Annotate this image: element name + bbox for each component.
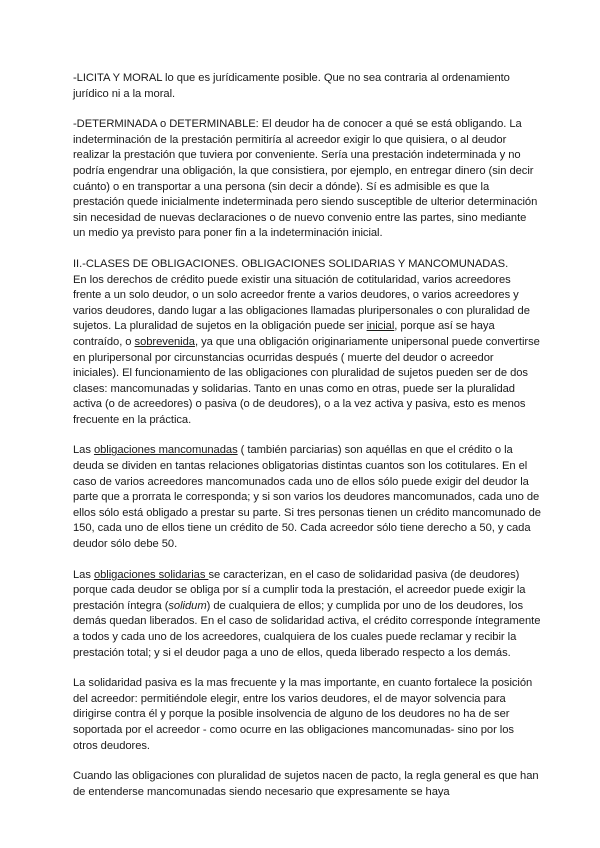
paragraph-text: ( también parciarias) son aquéllas en que el crédito o la deuda se dividen en tantas relaciones obligatorias distintas cuantos son los cotitulares. En el caso de varios acreedores mancomunados cada uno de ellos sólo puede exigir del deudor la parte que a prorrata le corresponda; y si son varios los deudores mancomunados, cada uno de ellos sólo está obligado a prestar su parte. Si tres personas tienen un crédito mancomunado de 150, cada uno de ellos tiene un crédito de 50. Cada acreedor sólo tiene derecho a 50, y cada deudor sólo debe 50. (73, 444, 541, 551)
paragraph-clases (73, 257, 541, 429)
paragraph-text: -DETERMINADA o DETERMINABLE: El deudor ha de conocer a qué se está obligando. La indeterminación de la prestación permitiría al acreedor exigir lo que quisiera, o al deudor realizar la prestación que tuviera por conveniente. Sería una prestación indeterminada y no podría engendrar una obligación, la que consistiera, por ejemplo, en entregar dinero (sin decir cuánto) o en transportar a una persona (sin decir a dónde). Sí es admisible es que la prestación quede inicialmente indeterminada pero siendo susceptible de ulterior determinación sin necesidad de nuevas declaraciones o de nuevo convenio entre las partes, sino mediante un medio ya previsto para poner fin a la indeterminación inicial. (73, 118, 538, 240)
paragraph-solidarias (73, 568, 541, 662)
paragraph-text: ) de cualquiera de ellos; y cumplida por uno de los deudores, los demás quedan liberados. En el caso de solidaridad activa, el crédito corresponde íntegramente a todos y cada uno de los acreedores, cualquiera de los cuales puede reclamar y recibir la prestación total; y si el deudor paga a uno de ellos, queda liberado respecto a los demás. (73, 599, 541, 659)
underlined-term: obligaciones solidarias (93, 568, 209, 581)
document-page (73, 71, 541, 815)
paragraph-text: Las (73, 568, 94, 581)
paragraph-determinada (73, 117, 541, 242)
paragraph-mancomunadas (73, 443, 541, 552)
underlined-term: inicial (366, 320, 395, 333)
paragraph-text: , porque así se haya contraído, o (73, 320, 495, 348)
italic-term: solidum (168, 599, 207, 612)
paragraph-text: En los derechos de crédito puede existir una situación de cotitularidad, varios acreedores frente a un solo deudor, o un solo acreedor frente a varios deudores, o varios acreedores y varios deudores, dando lugar a las obligaciones llamadas pluripersonales o con pluralidad de sujetos. La pluralidad de sujetos en la obligación puede ser (73, 273, 530, 333)
paragraph-text: Cuando las obligaciones con pluralidad de sujetos nacen de pacto, la regla general es que han de entenderse mancomunadas siendo necesario que expresamente se haya (73, 770, 539, 798)
paragraph-licita-moral (73, 71, 541, 102)
paragraph-text: -LICITA Y MORAL lo que es jurídicamente posible. Que no sea contraria al ordenamiento jurídico ni a la moral. (73, 72, 510, 100)
paragraph-pacto (73, 769, 541, 800)
section-heading: II.-CLASES DE OBLIGACIONES. OBLIGACIONES SOLIDARIAS Y MANCOMUNADAS. (73, 257, 509, 270)
underlined-term: sobrevenida (134, 335, 195, 348)
underlined-term: obligaciones mancomunadas (93, 444, 238, 457)
paragraph-text: Las (73, 444, 94, 457)
paragraph-text: se caracterizan, en el caso de solidaridad pasiva (de deudores) porque cada deudor se obliga por sí a cumplir toda la prestación, el acreedor puede exigir la prestación íntegra ( (73, 568, 526, 612)
paragraph-solidaridad-pasiva (73, 676, 541, 754)
paragraph-text: , ya que una obligación originariamente unipersonal puede convertirse en pluripersonal por circunstancias ocurridas después ( muerte del deudor o acreedor iniciales). El funcionamiento de las obligaciones con pluralidad de sujetos pueden ser de dos clases: mancomunadas y solidarias. Tanto en unas como en otras, puede ser la pluralidad activa (o de acreedores) o pasiva (o de deudores), o a la vez activa y pasiva, esto es menos frecuente en la práctica. (73, 335, 540, 426)
paragraph-text: La solidaridad pasiva es la mas frecuente y la mas importante, en cuanto fortalece la posición del acreedor: permitiéndole elegir, entre los varios deudores, el de mayor solvencia para dirigirse contra él y porque la posible insolvencia de alguno de los deudores no ha de ser soportada por el acreedor - como ocurre en las obligaciones mancomunadas- sino por los otros deudores. (73, 677, 533, 752)
